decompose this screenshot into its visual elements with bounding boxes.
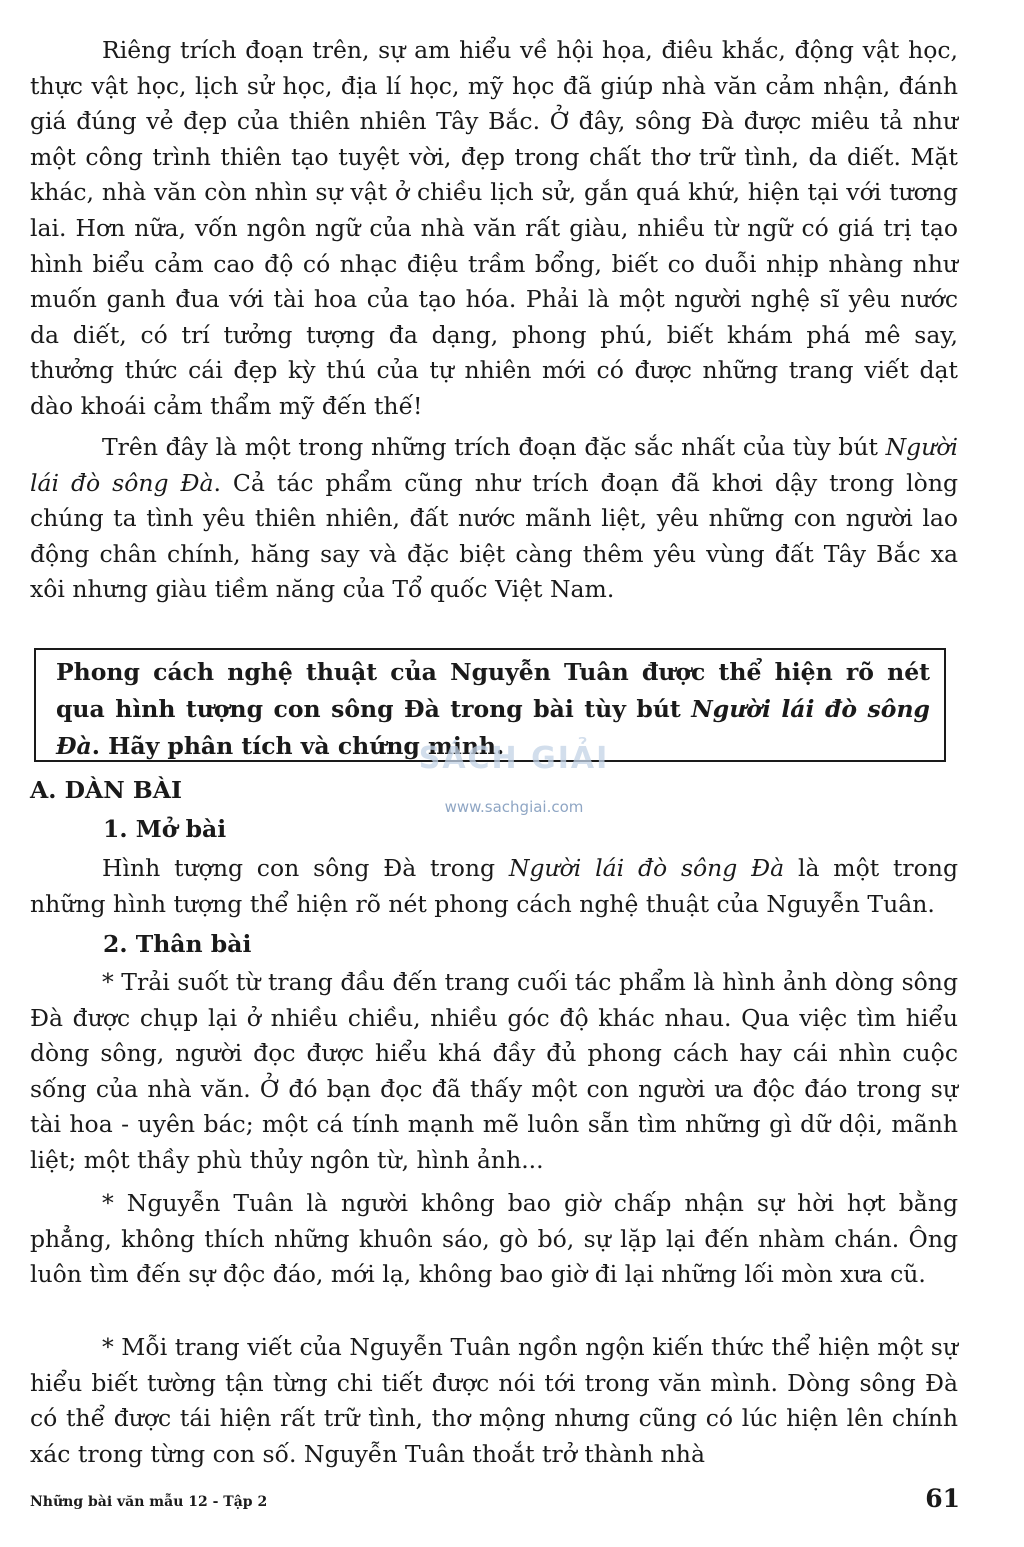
paragraph-analysis-summary: Riêng trích đoạn trên, sự am hiểu về hội họa, điêu khắc, động vật học, thực vật học, lịch sử học, địa lí học, mỹ học đã giúp nhà văn cảm nhận, đánh giá đúng vẻ đẹp của thiên nhiên Tây Bắc. Ở đây, sông Đà được miêu tả như một công trình thiên tạo tuyệt vời, đẹp trong chất thơ trữ tình, da diết. Mặt khác, nhà văn còn nhìn sự vật ở chiều lịch sử, gắn quá khứ, hiện tại với tương lai. Hơn nữa, vốn ngôn ngữ của nhà văn rất giàu, nhiều từ ngữ có giá trị tạo hình biểu cảm cao độ có nhạc điệu trầm bổng, biết co duỗi nhịp nhàng như muốn ganh đua với tài hoa của tạo hóa. Phải là một người nghệ sĩ yêu nước da diết, có trí tưởng tượng đa dạng, phong phú, biết khám phá mê say, thưởng thức cái đẹp kỳ thú của tự nhiên mới có được những trang viết dạt dào khoái cảm thẩm mỹ đến thế! — [30, 36, 958, 420]
paragraph-body-point-1: * Trải suốt từ trang đầu đến trang cuối tác phẩm là hình ảnh dòng sông Đà được chụp lại ở nhiều chiều, nhiều góc độ khác nhau. Qua việc tìm hiểu dòng sông, người đọc được hiểu khá đầy đủ phong cách hay cái nhìn cuộc sống của nhà văn. Ở đó bạn đọc đã thấy một con người ưa độc đáo trong sự tài hoa - uyên bác; một cá tính mạnh mẽ luôn sẵn tìm những gì dữ dội, mãnh liệt; một thầy phù thủy ngôn từ, hình ảnh... — [30, 968, 958, 1174]
footer-book-title: Những bài văn mẫu 12 - Tập 2 — [30, 1494, 268, 1510]
paragraph-intro — [30, 851, 958, 922]
paragraph-text: Hình tượng con sông Đà trong — [102, 854, 509, 882]
page-number: 61 — [925, 1484, 960, 1513]
watermark-url: www.sachgiai.com — [444, 798, 584, 816]
subheading-body: 2. Thân bài — [103, 930, 252, 958]
paragraph-body-point-3: * Mỗi trang viết của Nguyễn Tuân ngồn ngộn kiến thức thể hiện một sự hiểu biết tường tận từng chi tiết được nói tới trong văn mình. Dòng sông Đà có thể được tái hiện rất trữ tình, thơ mộng nhưng cũng có lúc hiện lên chính xác trong từng con số. Nguyễn Tuân thoắt trở thành nhà — [30, 1333, 958, 1468]
subheading-intro: 1. Mở bài — [103, 815, 227, 843]
question-work-title: Người lái đò sông Đà — [56, 695, 930, 760]
section-heading-outline: A. DÀN BÀI — [30, 776, 182, 804]
work-title: Người lái đò sông Đà — [508, 854, 785, 882]
question-text: Phong cách nghệ thuật của Nguyễn Tuân được thể hiện rõ nét qua hình tượng con sông Đà trong bài tùy bút — [56, 658, 930, 723]
watermark — [414, 742, 614, 816]
paragraph-body-point-2: * Nguyễn Tuân là người không bao giờ chấp nhận sự hời hợt bằng phẳng, không thích những khuôn sáo, gò bó, sự lặp lại đến nhàm chán. Ông luôn tìm đến sự độc đáo, mới lạ, không bao giờ đi lại những lối mòn xưa cũ. — [30, 1189, 958, 1289]
watermark-logo: SÁCH GIẢI — [418, 741, 610, 776]
work-title: Người lái đò sông Đà — [30, 433, 958, 497]
paragraph-text: Trên đây là một trong những trích đoạn đặc sắc nhất của tùy bút — [102, 433, 886, 461]
paragraph-text: là một trong những hình tượng thể hiện rõ nét phong cách nghệ thuật của Nguyễn Tuân. — [30, 854, 958, 918]
paragraph-text: . Cả tác phẩm cũng như trích đoạn đã khơi dậy trong lòng chúng ta tình yêu thiên nhiên, đất nước mãnh liệt, yêu những con người lao động chân chính, hăng say và đặc biệt càng thêm yêu vùng đất Tây Bắc xa xôi nhưng giàu tiềm năng của Tổ quốc Việt Nam. — [30, 468, 958, 604]
question-text: . Hãy phân tích và chứng minh. — [91, 732, 505, 760]
paragraph-conclusion — [30, 430, 958, 608]
